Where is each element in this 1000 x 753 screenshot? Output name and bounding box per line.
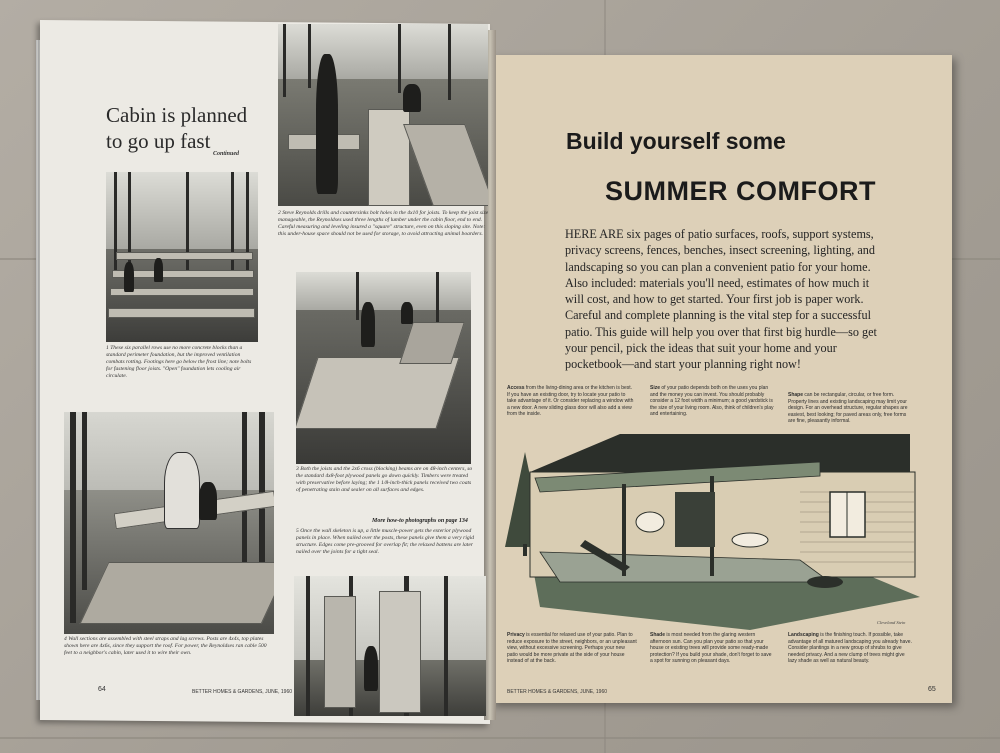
note-shade: Shade is most needed from the glaring western afternoon sun. Can you plan your patio so that your house or existing trees will provide some ready-made protection? If you build your shade, don't forget to save a spot for sunning on pleasant days. <box>650 632 772 664</box>
headline-line-2: to go up fast <box>106 129 211 153</box>
patio-chair <box>636 512 664 532</box>
note-access: Access from the living-dining area or the kitchen is best. If you have an existing door, try to locate your patio to take advantage of it. Or consider replacing a window with a new door. A new sliding glass door will also add a view from the inside. <box>507 385 634 417</box>
caption-3: 3 Both the joists and the 2x6 cross (blocking) beams are on 48-inch centers, so the standard 4x8-foot plywood panels go down quickly. Timbers were treated with preservative before laying; the 1 1/8-inch-thick panels received two coats of penetrating stain and sealer on all surfaces and edges. <box>296 466 473 493</box>
note-privacy: Privacy is essential for relaxed use of your patio. Plan to reduce exposure to the street, neighbors, or an unpleasant view, without excessive screening. Perhaps your new patio would be more private at the side of your house instead of at the back. <box>507 632 637 664</box>
right-folio-number: 65 <box>928 686 936 693</box>
photo-drilling <box>278 24 488 206</box>
photo-wall-skeleton <box>294 576 486 716</box>
caption-1: 1 These six parallel rows use no more concrete blocks than a standard perimeter foundation, but the improved ventilation combats rotting. Footings here go below the frost line; note bolts for fastening floor joists. "Open" foundation lets cooling air circulate. <box>106 345 252 379</box>
barbecue-grill <box>807 576 843 588</box>
left-folio-number: 64 <box>98 686 106 693</box>
left-headline <box>106 102 247 154</box>
tree-trunk <box>523 544 527 556</box>
continued-label: Continued <box>213 151 240 157</box>
photo-foundation <box>106 172 258 342</box>
table-seam <box>0 737 1000 739</box>
photo-wall-sections <box>64 412 274 634</box>
note-shape: Shape can be rectangular, circular, or free form. Property lines and existing landscaping may limit your design. For an overhead structure, regular shapes are easiest, best looking; for paved areas only, free forms are fine, pleasantly informal. <box>788 392 908 424</box>
left-folio-text: BETTER HOMES & GARDENS, JUNE, 1960 <box>192 689 293 695</box>
note-landscaping: Landscaping is the finishing touch. If possible, take advantage of all matured landscaping you already have. Consider plantings in a new group of shrubs to give needed privacy. And a new clump of trees might give lazy shade as well as natural beauty. <box>788 632 912 664</box>
patio-illustration <box>500 432 920 630</box>
house-roof <box>530 434 910 472</box>
patio-door <box>675 492 715 547</box>
caption-5: 5 Once the wall skeleton is up, a little muscle-power gets the exterior plywood panels in place. When nailed over the posts, these panels give them a very rigid structure. Edges come pre-grooved for overlap fit; the relaxed battens are later nailed over the joints for a tight seal. <box>296 528 475 555</box>
right-folio-text: BETTER HOMES & GARDENS, JUNE, 1960 <box>507 689 608 695</box>
caption-2: 2 Steve Reynolds drills and countersinks bolt holes in the 4x10 for joists. To keep the joist size manageable, the Reynoldses used three lengths of lumber under the cabin floor, end to end. Careful measuring and leveling insured a "square" structure, even on this sloping site. Note: this under-house space should not be used for storage, to avoid attracting animal boarders. <box>278 210 489 237</box>
patio-post <box>622 484 626 576</box>
caption-4: 4 Wall sections are assembled with steel straps and lag screws. Posts are 4x4s, top plates shown here are 4x6s, since they support the roof. For power, the Reynoldses ran cable 500 feet to a neighbor's cabin, later used it to wire their own. <box>64 636 267 656</box>
note-size: Size of your patio depends both on the uses you plan and the money you can invest. You should probably consider a 12 foot width a minimum; a good yardstick is the size of your living room. Also, think of children's play and entertaining. <box>650 385 774 417</box>
more-photos-link: More how-to photographs on page 134 <box>372 518 468 524</box>
title-line-2: SUMMER COMFORT <box>605 176 876 206</box>
headline-line-1: Cabin is planned <box>106 103 248 127</box>
intro-paragraph: HERE ARE six pages of patio surfaces, roofs, support systems, privacy screens, fences, benches, insect screening, lighting, and landscaping so you can plan a convenient patio for your home. Also included: materials you'll need, estimates of how much it will cost, and how to get started. Your first job is paper work. Careful and complete planning is the vital step for a successful patio. This guide will help you over that first big hurdle—so get your pencil, pick the ideas that suit your home and your pocketbook—and start your planning right now! <box>565 227 877 372</box>
patio-table <box>732 533 768 547</box>
title-line-1: Build yourself some <box>566 128 786 154</box>
artist-credit: Cleveland Stein <box>877 620 906 625</box>
photo-floor-panels <box>296 272 471 464</box>
